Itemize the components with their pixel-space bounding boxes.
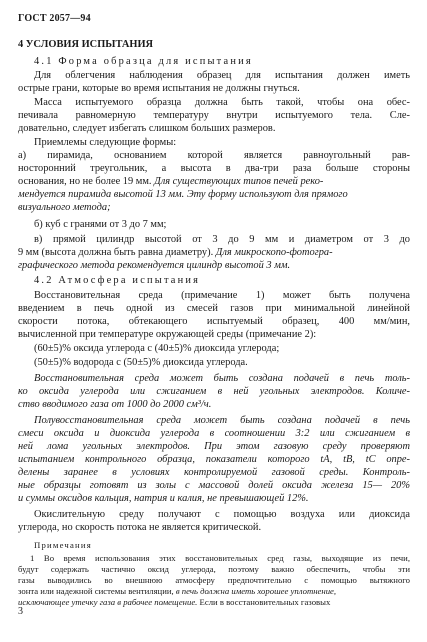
list-item-c: 9 мм (высота должна быть равна диаметру). Для микроскопо-фотогра-	[18, 247, 333, 258]
list-item-a: визуального метода;	[18, 202, 111, 213]
paragraph-line: испытанием контрольного образца, показатели которого tА, tВ, tС опре-	[18, 454, 410, 465]
list-item-a: носторонний треугольник, а высота в два-три раза больше стороны	[18, 163, 410, 174]
paragraph-line: смеси оксида и диоксида углерода в соотношении 3:2 или сжиганием в	[18, 428, 410, 439]
list-item-a: основания, но не более 19 мм. Для существующих типов печей реко-	[18, 176, 324, 187]
note-line: будут содержать частично оксид углерода, поэтому важно обеспечить, чтобы эти	[18, 564, 410, 574]
subsection-title-4-2: 4.2 Атмосфера испытания	[34, 275, 201, 286]
note-line: исключающее утечку газа в рабочее помещение. Если в восстановительных газовых	[18, 597, 331, 607]
paragraph-line: печивала равномерную температуру внутри испытуемого тела. Сле-	[18, 110, 410, 121]
subsection-title-4-1: 4.1 Форма образца для испытания	[34, 56, 253, 67]
paragraph-line: ство вводимого газа от 1000 до 2000 см³/ч.	[18, 399, 212, 410]
paragraph-line: ные образцы готовят из золы с массовой долей оксида железа 15— 20%	[18, 480, 410, 491]
paragraph-line: острые грани, которые во время испытания не должны гнуться.	[18, 83, 300, 94]
paragraph-line: и суммы оксидов кальция, натрия и калия, не превышающей 12%.	[18, 493, 309, 504]
note-line: 1 Во время использования этих восстановительных сред газы, выходящие из печи,	[30, 553, 410, 563]
gas-mixture-2: (50±5)% водорода с (50±5)% диоксида углерода.	[34, 357, 248, 368]
paragraph-line: углерода, но скорость потока не является критической.	[18, 522, 262, 533]
paragraph-line: Приемлемы следующие формы:	[34, 137, 177, 148]
paragraph-line: Полувосстановительная среда может быть создана подачей в печь	[34, 415, 410, 426]
paragraph-line: вычисленной при температуре окружающей среды (примечание 2):	[18, 329, 317, 340]
paragraph-line: довательно, следует избегать слишком больших размеров.	[18, 123, 276, 134]
notes-title: Примечания	[34, 540, 92, 550]
list-item-c: графического метода рекомендуется цилиндр высотой 3 мм.	[18, 260, 291, 271]
standard-header: ГОСТ 2057—94	[18, 13, 91, 24]
list-item-a: а) пирамида, основанием которой является равноугольный рав-	[18, 150, 410, 161]
list-item-c: в) прямой цилиндр высотой от 3 до 9 мм и диаметром от 3 до	[34, 234, 410, 245]
paragraph-line: скорости потока, обтекающего испытуемый образец, 400 мм/мин,	[18, 316, 410, 327]
list-item-a: мендуется пирамида высотой 13 мм. Эту форму используют для прямого	[18, 189, 348, 200]
paragraph-line: Восстановительная среда (примечание 1) может быть получена	[34, 290, 410, 301]
gas-mixture-1: (60±5)% оксида углерода с (40±5)% диоксида углерода;	[34, 343, 280, 354]
paragraph-line: ко оксида углерода или сжиганием в ней угольных электродов. Количе-	[18, 386, 410, 397]
paragraph-line: Масса испытуемого образца должна быть такой, чтобы она обес-	[34, 97, 410, 108]
paragraph-line: Для облегчения наблюдения образец для испытания должен иметь	[34, 70, 410, 81]
paragraph-line: Восстановительная среда может быть создана подачей в печь толь-	[34, 373, 410, 384]
note-line: газы выводились во внешнюю атмосферу предпочтительно с помощью вытяжного	[18, 575, 410, 585]
paragraph-line: введением в печь одной из смесей газов при минимальной линейной	[18, 303, 410, 314]
paragraph-line: Окислительную среду получают с помощью воздуха или диоксида	[34, 509, 410, 520]
paragraph-line: делены заранее в условиях контролируемой газовой среды. Контроль-	[18, 467, 410, 478]
list-item-b: б) куб с гранями от 3 до 7 мм;	[34, 219, 167, 230]
note-line: зонта или надежной системы вентиляции, в печь должна иметь хорошее уплотнение,	[18, 586, 337, 596]
paragraph-line: ней лома угольных электродов. При этом газовую среду проверяют	[18, 441, 410, 452]
page-number: 3	[18, 606, 23, 617]
section-title: 4 УСЛОВИЯ ИСПЫТАНИЯ	[18, 39, 154, 50]
